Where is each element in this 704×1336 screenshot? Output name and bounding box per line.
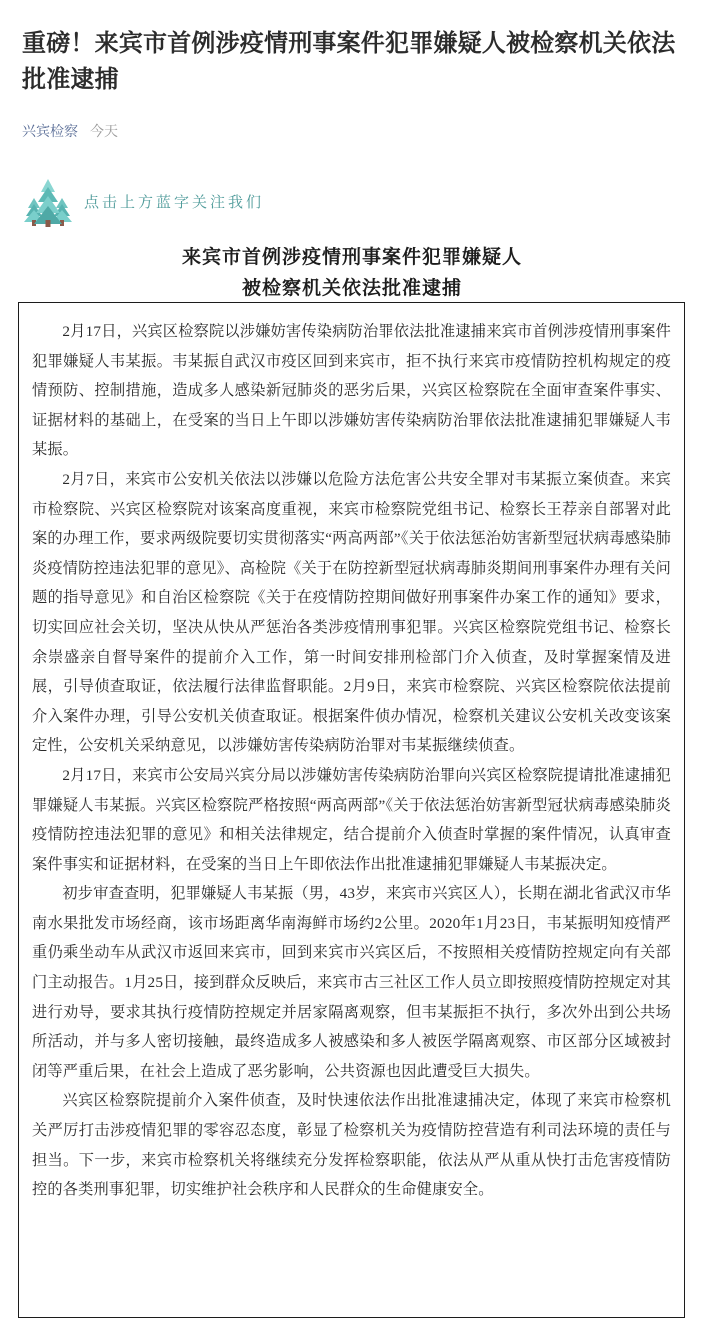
body-paragraph: 兴宾区检察院提前介入案件侦查，及时快速依法作出批准逮捕决定，体现了来宾市检察机关严厉打击涉疫情犯罪的零容忍态度，彰显了检察机关为疫情防控营造有利司法环境的责任与担当。下一步，来宾市检察机关将继续充分发挥检察职能，依法从严从重从快打击危害疫情防控的各类刑事犯罪，切实维护社会秩序和人民群众的生命健康安全。: [32, 1092, 671, 1199]
account-name-link[interactable]: 兴宾检察: [22, 123, 78, 139]
publish-time: 今天: [90, 123, 118, 139]
body-paragraph: 2月17日，来宾市公安局兴宾分局以涉嫌妨害传染病防治罪向兴宾区检察院提请批准逮捕犯罪嫌疑人韦某振。兴宾区检察院严格按照“两高两部”《关于依法惩治妨害新型冠状病毒感染肺炎疫情防控违法犯罪的意见》和相关法律规定，结合提前介入侦查时掌握的案件情况，认真审查案件事实和证据材料，在受案的当日上午即依法作出批准逮捕犯罪嫌疑人韦某振决定。: [32, 766, 671, 873]
article-header: [0, 0, 704, 140]
body-paragraph: 初步审查查明，犯罪嫌疑人韦某振（男，43岁，来宾市兴宾区人），长期在湖北省武汉市华南水果批发市场经商，该市场距离华南海鲜市场约2公里。2020年1月23日，韦某振明知疫情严重仍乘坐动车从武汉市返回来宾市，回到来宾市兴宾区后，不按照相关疫情防控规定向有关部门主动报告。1月25日，接到群众反映后，来宾市古三社区工作人员立即按照疫情防控规定对其进行劝导，要求其执行疫情防控规定并居家隔离观察，但韦某振拒不执行，多次外出到公共场所活动，并与多人密切接触，最终造成多人被感染和多人被医学隔离观察、市区部分区域被封闭等严重后果，在社会上造成了恶劣影响，公共资源也因此遭受巨大损失。: [32, 885, 671, 1080]
document-heading-line-1: 来宾市首例涉疫情刑事案件犯罪嫌疑人: [181, 247, 522, 268]
document-body-box: [18, 302, 685, 1318]
body-paragraph: 2月7日，来宾市公安机关依法以涉嫌以危险方法危害公共安全罪对韦某振立案侦查。来宾市检察院、兴宾区检察院对该案高度重视，来宾市检察院党组书记、检察长王荐亲自部署对此案的办理工作，要求两级院要切实贯彻落实“两高两部”《关于依法惩治妨害新型冠状病毒感染肺炎疫情防控违法犯罪的意见》、高检院《关于在防控新型冠状病毒肺炎期间刑事案件办理有关问题的指导意见》和自治区检察院《关于在疫情防控期间做好刑事案件办案工作的通知》要求，切实回应社会关切，坚决从快从严惩治各类涉疫情刑事犯罪。兴宾区检察院党组书记、检察长余崇盛亲自督导案件的提前介入工作，第一时间安排刑检部门介入侦查，及时掌握案情及进展，引导侦查取证，依法履行法律监督职能。2月9日，来宾市检察院、兴宾区检察院依法提前介入案件办理，引导公安机关侦查取证。根据案件侦办情况，检察机关建议公安机关改变该案定性，公安机关采纳意见，以涉嫌妨害传染病防治罪对韦某振继续侦查。: [32, 470, 671, 755]
body-paragraph: 2月17日，兴宾区检察院以涉嫌妨害传染病防治罪依法批准逮捕来宾市首例涉疫情刑事案件犯罪嫌疑人韦某振。韦某振自武汉市疫区回到来宾市，拒不执行来宾市疫情防控机构规定的疫情预防、控制措施，造成多人感染新冠肺炎的恶劣后果，兴宾区检察院在全面审查案件事实、证据材料的基础上，在受案的当日上午即以涉嫌妨害传染病防治罪依法批准逮捕犯罪嫌疑人韦某振。: [32, 323, 671, 459]
document-heading-line-2: 被检察机关依法批准逮捕: [241, 278, 462, 299]
page-title: 重磅！来宾市首例涉疫情刑事案件犯罪嫌疑人被检察机关依法批准逮捕: [22, 30, 676, 93]
byline: [22, 122, 682, 140]
pine-trees-icon: [22, 176, 74, 228]
follow-banner: [0, 176, 704, 228]
document-heading: [0, 242, 704, 304]
follow-banner-text: 点击上方蓝字关注我们: [84, 193, 265, 211]
